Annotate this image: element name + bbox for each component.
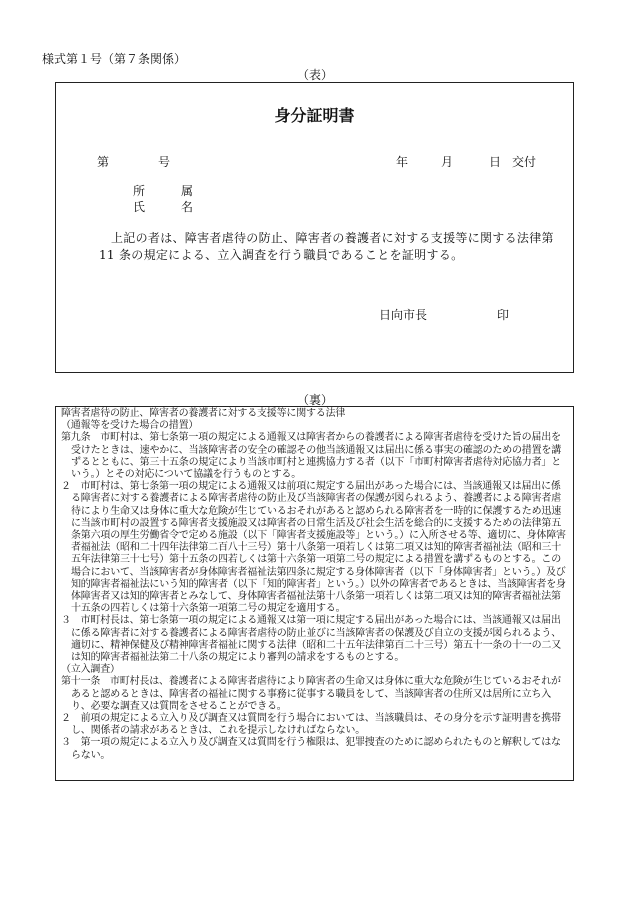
article-11-paragraph-3: ３ 第一項の規定による立入り及び調査又は質問を行う権限は、犯罪捜査のために認められたものと解釈してはならない。 [61, 737, 561, 761]
article-caption: （通報等を受けた場合の措置） [61, 420, 199, 432]
certification-text: 上記の者は、障害者虐待の防止、障害者の養護者に対する支援等に関する法律第 11 条の規定による、立入調査を行う職員であることを証明する。 [99, 231, 554, 262]
certificate-title: 身分証明書 [274, 106, 355, 125]
certificate-front [55, 82, 574, 373]
name-label-2: 名 [181, 200, 194, 214]
law-excerpt [61, 408, 569, 762]
article-11-paragraph-1: 第十一条 市町村長は、養護者による障害者虐待により障害者の生命又は身体に重大な危険が生じているおそれがあると認めるときは、障害者の福祉に関する事務に従事する職員をして、当該障害者の住所又は居所に立ち入り、必要な調査又は質問をさせることができる。 [61, 676, 561, 712]
affiliation-label-2: 属 [181, 184, 194, 198]
affiliation-label-1: 所 [133, 184, 146, 198]
issuer-name: 日向市長 [379, 308, 428, 322]
certificate-back [55, 406, 574, 781]
date-year-label: 年 [396, 155, 409, 169]
number-suffix-label: 号 [158, 155, 171, 169]
article-9-paragraph-2: ２ 市町村は、第七条第一項の規定による通報又は前項に規定する届出があった場合には、当該通報又は届出に係る障害者に対する養護者による障害者虐待の防止及び当該障害者の保護が図られるよう、養護者による障害者虐待により生命又は身体に重大な危険が生じているおそれがあると認められる障害者を一時的に保護するため迅速に当該市町村の設置する障害者支援施設又は障害者の日常生活及び社会生活を総合的に支援するための法律第五条第六項の厚生労働省令で定める施設（以下「障害者支援施設等」という。）に入所させる等、適切に、身体障害者福祉法（昭和二十四年法律第二百八十三号）第十八条第一項若しくは第二項又は知的障害者福祉法（昭和三十五年法律第三十七号）第十五条の四若しくは第十六条第一項第二号の規定による措置を講ずるものとする。この場合において、当該障害者が身体障害者福祉法第四条に規定する身体障害者（以下「身体障害者」という。）及び知的障害者福祉法にいう知的障害者（以下「知的障害者」という。）以外の障害者であるときは、当該障害者を身体障害者又は知的障害者とみなして、身体障害者福祉法第十八条第一項若しくは第二項又は知的障害者福祉法第十五条の四若しくは第十六条第一項第二号の規定を適用する。 [61, 481, 566, 615]
front-side-label: （表） [296, 68, 333, 82]
date-day-label: 日 [489, 155, 502, 169]
name-label-1: 氏 [133, 200, 146, 214]
number-prefix-label: 第 [97, 155, 110, 169]
article-11-paragraph-2: ２ 前項の規定による立入り及び調査又は質問を行う場合においては、当該職員は、その身分を示す証明書を携帯し、関係者の請求があるときは、これを提示しなければならない。 [61, 713, 561, 737]
date-issue-label: 交付 [512, 155, 537, 169]
seal-mark: 印 [497, 308, 510, 322]
form-number-label: 様式第１号（第７条関係） [42, 52, 187, 66]
article-9-paragraph-3: ３ 市町村長は、第七条第一項の規定による通報又は第一項に規定する届出があった場合には、当該通報又は届出に係る障害者に対する養護者による障害者虐待の防止並びに当該障害者の保護及び自立の支援が図られるよう、適切に、精神保健及び精神障害者福祉に関する法律（昭和二十五年法律第百二十三号）第五十一条の十一の二又は知的障害者福祉法第二十八条の規定により審判の請求をするものとする。 [61, 615, 561, 664]
article-9-paragraph-1: 第九条 市町村は、第七条第一項の規定による通報又は障害者からの養護者による障害者虐待を受けた旨の届出を受けたときは、速やかに、当該障害者の安全の確認その他当該通報又は届出に係る事実の確認のための措置を講ずるとともに、第三十五条の規定により当該市町村と連携協力する者（以下「市町村障害者虐待対応協力者」という。）とその対応について協議を行うものとする。 [61, 432, 561, 481]
law-title: 障害者虐待の防止、障害者の養護者に対する支援等に関する法律 [61, 408, 346, 419]
article-caption: （立入調査） [61, 664, 120, 676]
date-month-label: 月 [441, 155, 454, 169]
back-side-label: （裏） [296, 393, 333, 407]
